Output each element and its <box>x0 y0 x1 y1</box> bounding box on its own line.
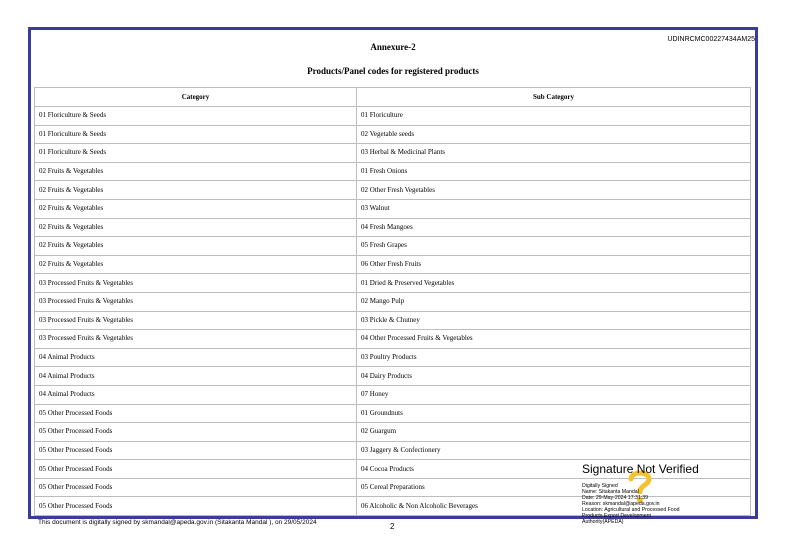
category-cell: 01 Floriculture & Seeds <box>35 107 357 126</box>
signature-line: Digitally Signed <box>582 483 618 489</box>
category-cell: 01 Floriculture & Seeds <box>35 144 357 163</box>
table-row <box>35 274 751 293</box>
sub-category-cell: 03 Pickle & Chutney <box>357 311 751 330</box>
table-row <box>35 423 751 442</box>
signature-details <box>582 483 679 525</box>
category-cell: 02 Fruits & Vegetables <box>35 181 357 200</box>
category-cell: 05 Other Processed Foods <box>35 441 357 460</box>
table-row <box>35 218 751 237</box>
table-row <box>35 125 751 144</box>
category-cell: 02 Fruits & Vegetables <box>35 199 357 218</box>
signature-line: Authority(APEDA) <box>582 519 624 525</box>
table-row <box>35 199 751 218</box>
table-row <box>35 237 751 256</box>
table-row <box>35 181 751 200</box>
category-cell: 02 Fruits & Vegetables <box>35 162 357 181</box>
table-row <box>35 292 751 311</box>
signature-line: Name: Sitakanta Mandal <box>582 489 639 495</box>
sub-category-cell: 01 Fresh Onions <box>357 162 751 181</box>
category-cell: 05 Other Processed Foods <box>35 497 357 516</box>
sub-category-cell: 01 Floriculture <box>357 107 751 126</box>
category-cell: 03 Processed Fruits & Vegetables <box>35 311 357 330</box>
sub-category-cell: 03 Jaggery & Confectionery <box>357 441 751 460</box>
table-row <box>35 162 751 181</box>
sub-category-cell: 04 Dairy Products <box>357 367 751 386</box>
digital-signature-footer: This document is digitally signed by skmandal@apeda.gov.in (Sitakanta Mandal ), on 29/05/2024 <box>38 519 317 526</box>
sub-category-cell: 03 Herbal & Medicinal Plants <box>357 144 751 163</box>
table-row <box>35 107 751 126</box>
table-row <box>35 255 751 274</box>
annexure-title: Annexure-2 <box>370 42 416 52</box>
table-row <box>35 311 751 330</box>
sub-category-cell: 06 Alcoholic & Non Alcoholic Beverages <box>357 497 751 516</box>
category-cell: 03 Processed Fruits & Vegetables <box>35 274 357 293</box>
category-cell: 04 Animal Products <box>35 348 357 367</box>
category-cell: 03 Processed Fruits & Vegetables <box>35 292 357 311</box>
page-number: 2 <box>390 522 395 531</box>
sub-category-cell: 07 Honey <box>357 385 751 404</box>
table-row <box>35 348 751 367</box>
table-row <box>35 367 751 386</box>
sub-category-cell: 02 Guargum <box>357 423 751 442</box>
table-row <box>35 144 751 163</box>
category-cell: 05 Other Processed Foods <box>35 460 357 479</box>
table-row <box>35 404 751 423</box>
signature-line: Reason: skmandal@apeda.gov.in <box>582 501 660 507</box>
signature-line: Date: 29-May-2024 17:31:39 <box>582 495 649 501</box>
table-row <box>35 441 751 460</box>
signature-status: Signature Not Verified <box>582 462 699 476</box>
table-body <box>35 107 751 516</box>
category-cell: 04 Animal Products <box>35 385 357 404</box>
sub-category-cell: 04 Other Processed Fruits & Vegetables <box>357 330 751 349</box>
sub-category-cell: 05 Fresh Grapes <box>357 237 751 256</box>
sub-category-cell: 06 Other Fresh Fruits <box>357 255 751 274</box>
sub-category-cell: 02 Mango Pulp <box>357 292 751 311</box>
table-title: Products/Panel codes for registered products <box>307 66 479 76</box>
table-header-row <box>35 88 751 107</box>
udin-code: UDINRCMC00227434AM25 <box>667 36 755 43</box>
signature-line: Products Export Development <box>582 513 651 519</box>
sub-category-cell: 03 Poultry Products <box>357 348 751 367</box>
category-cell: 02 Fruits & Vegetables <box>35 218 357 237</box>
category-cell: 05 Other Processed Foods <box>35 478 357 497</box>
category-cell: 05 Other Processed Foods <box>35 423 357 442</box>
category-cell: 03 Processed Fruits & Vegetables <box>35 330 357 349</box>
signature-line: Location: Agricultural and Processed Food <box>582 507 680 513</box>
sub-category-cell: 02 Vegetable seeds <box>357 125 751 144</box>
category-cell: 02 Fruits & Vegetables <box>35 255 357 274</box>
table-row <box>35 330 751 349</box>
document-page <box>28 27 758 519</box>
category-cell: 01 Floriculture & Seeds <box>35 125 357 144</box>
sub-category-cell: 03 Walnut <box>357 199 751 218</box>
category-cell: 05 Other Processed Foods <box>35 404 357 423</box>
category-cell: 02 Fruits & Vegetables <box>35 237 357 256</box>
sub-category-cell: 01 Groundnuts <box>357 404 751 423</box>
sub-category-cell: 05 Cereal Preparations <box>357 478 751 497</box>
category-cell: 04 Animal Products <box>35 367 357 386</box>
signature-block <box>582 462 732 532</box>
sub-category-cell: 02 Other Fresh Vegetables <box>357 181 751 200</box>
sub-category-cell: 04 Fresh Mangoes <box>357 218 751 237</box>
header-sub-category: Sub Category <box>357 88 751 107</box>
sub-category-cell: 04 Cocoa Products <box>357 460 751 479</box>
header-category: Category <box>35 88 357 107</box>
sub-category-cell: 01 Dried & Preserved Vegetables <box>357 274 751 293</box>
table-row <box>35 385 751 404</box>
products-table <box>34 87 751 516</box>
